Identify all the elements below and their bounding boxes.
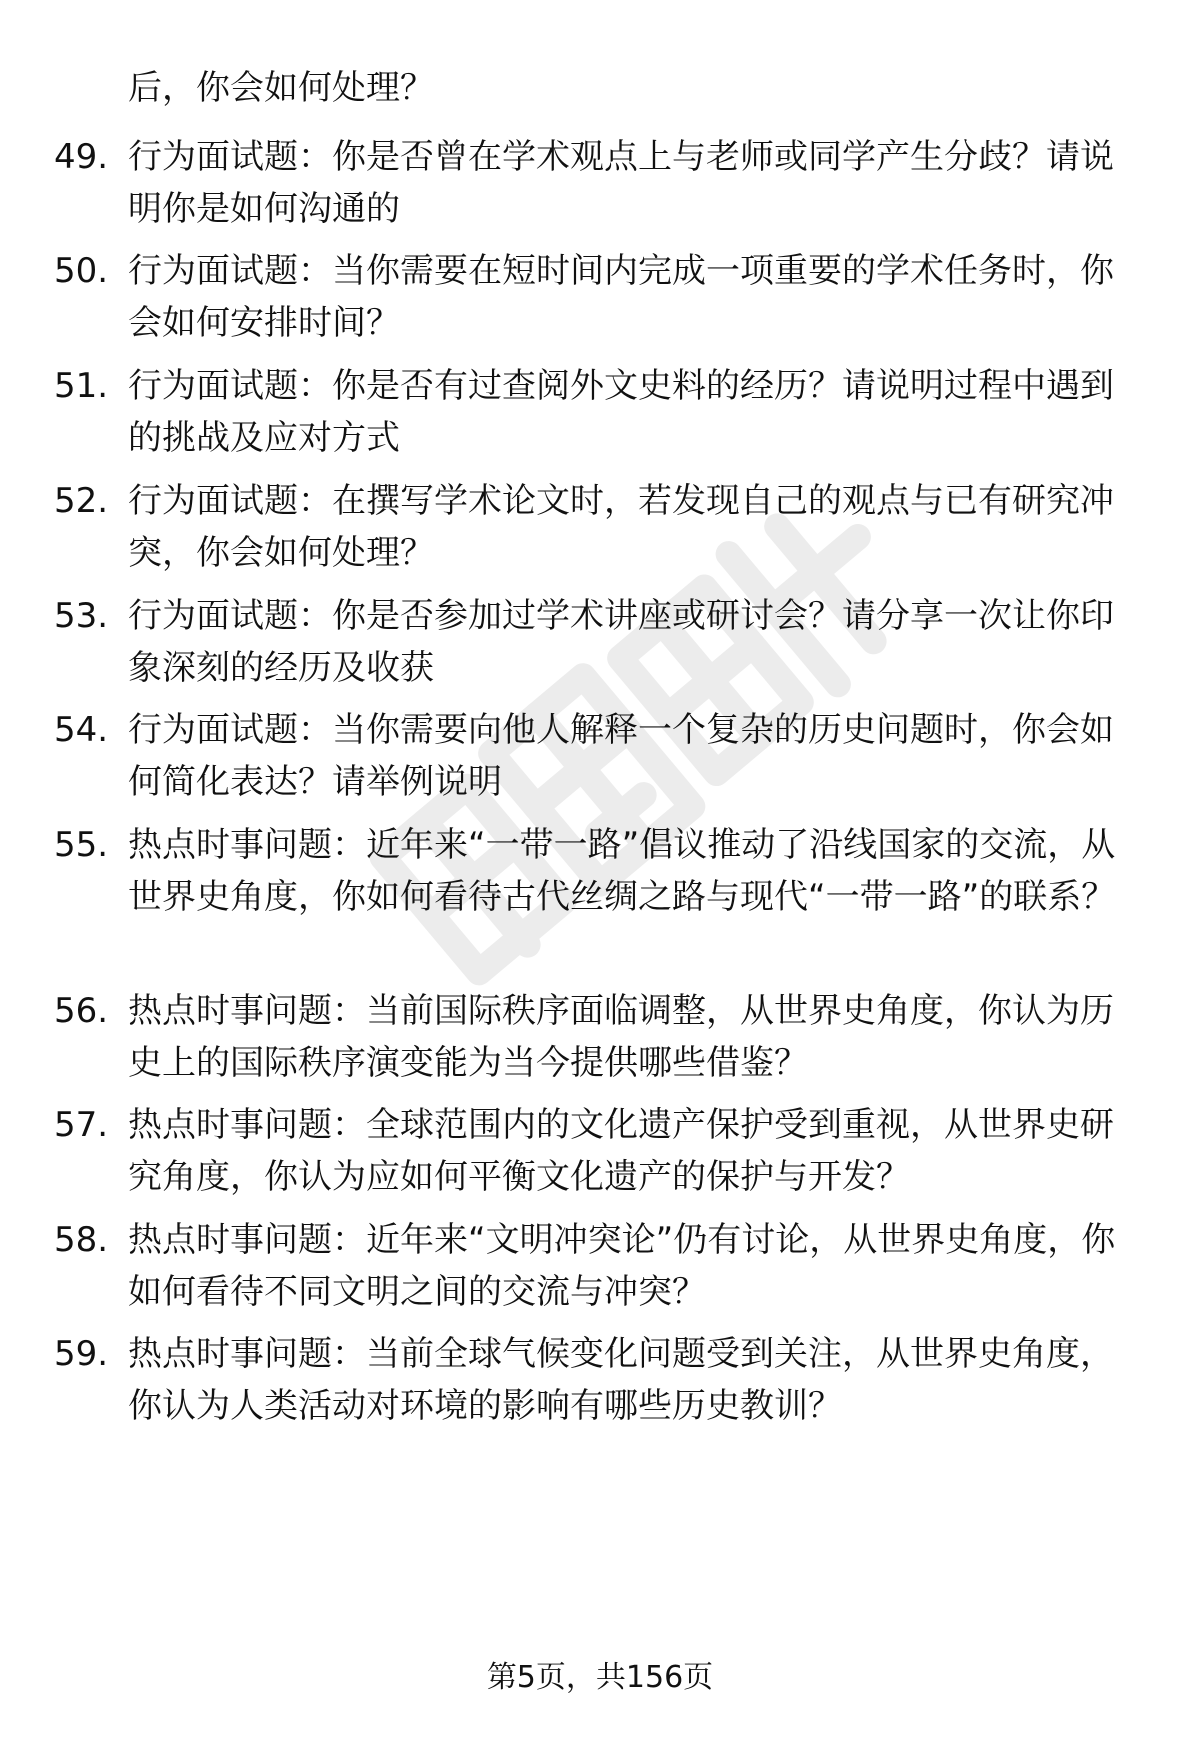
continuation-text: 后，你会如何处理？ [128, 68, 434, 108]
item-number: 53. [54, 596, 109, 636]
item-text: 热点时事问题：近年来“一带一路”倡议推动了沿线国家的交流，从世界史角度，你如何看待古代丝绸之路与现代“一带一路”的联系？ [128, 825, 1116, 917]
item-text: 热点时事问题：近年来“文明冲突论”仍有讨论，从世界史角度，你如何看待不同文明之间的交流与冲突？ [128, 1220, 1116, 1312]
item-number: 49. [54, 137, 109, 177]
item-text: 行为面试题：在撰写学术论文时，若发现自己的观点与已有研究冲突，你会如何处理？ [128, 481, 1114, 573]
item-text: 热点时事问题：当前全球气候变化问题受到关注，从世界史角度，你认为人类活动对环境的影响有哪些历史教训？ [128, 1334, 1114, 1426]
item-number: 59. [54, 1334, 109, 1374]
item-number: 54. [54, 710, 109, 750]
item-text: 行为面试题：当你需要向他人解释一个复杂的历史问题时，你会如何简化表达？请举例说明 [128, 710, 1114, 802]
item-number: 52. [54, 481, 109, 521]
item-number: 51. [54, 366, 109, 406]
item-number: 58. [54, 1220, 109, 1260]
item-text: 热点时事问题：全球范围内的文化遗产保护受到重视，从世界史研究角度，你认为应如何平衡文化遗产的保护与开发？ [128, 1105, 1114, 1197]
item-number: 55. [54, 825, 109, 865]
item-text: 行为面试题：你是否曾在学术观点上与老师或同学产生分歧？请说明你是如何沟通的 [128, 137, 1114, 229]
item-text: 热点时事问题：当前国际秩序面临调整，从世界史角度，你认为历史上的国际秩序演变能为当今提供哪些借鉴？ [128, 991, 1114, 1083]
item-number: 50. [54, 251, 109, 291]
item-text: 行为面试题：你是否有过查阅外文史料的经历？请说明过程中遇到的挑战及应对方式 [128, 366, 1114, 458]
item-text: 行为面试题：当你需要在短时间内完成一项重要的学术任务时，你会如何安排时间？ [128, 251, 1114, 343]
item-number: 56. [54, 991, 109, 1031]
page-number: 第5页，共156页 [486, 1660, 714, 1695]
item-number: 57. [54, 1105, 109, 1145]
item-text: 行为面试题：你是否参加过学术讲座或研讨会？请分享一次让你印象深刻的经历及收获 [128, 596, 1114, 688]
